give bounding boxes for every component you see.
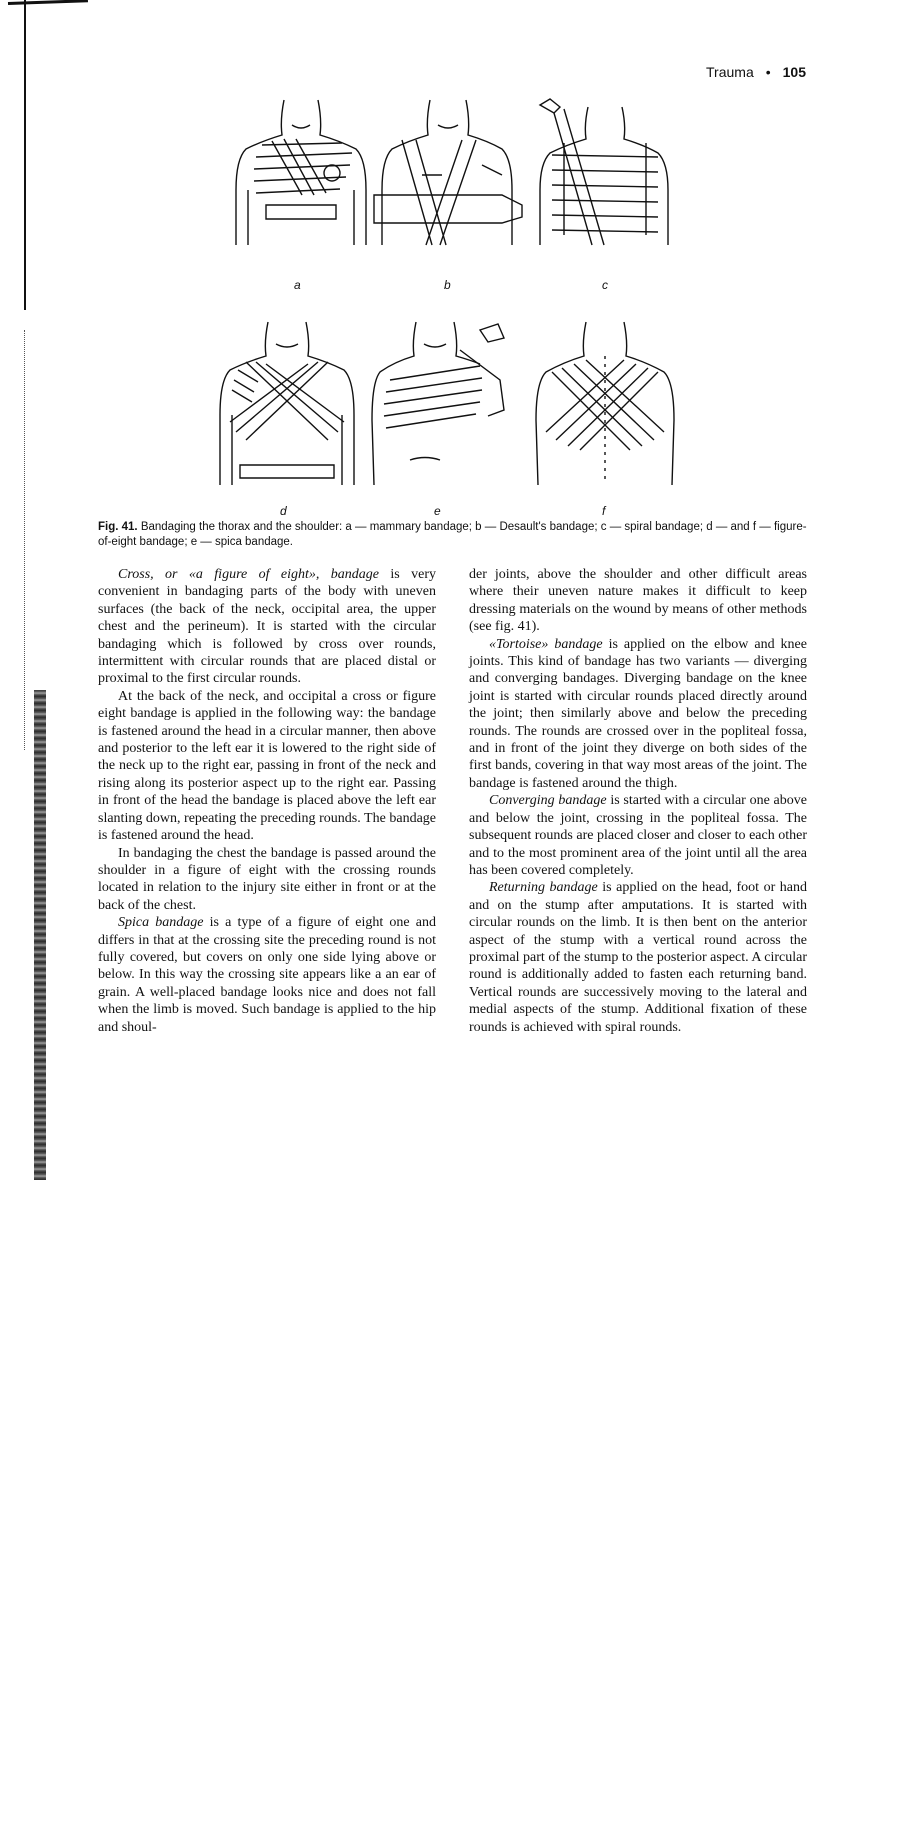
- paragraph-lead: «Tortoise» bandage: [489, 636, 603, 652]
- section-title: Trauma: [706, 64, 754, 80]
- scan-artifact-top: [8, 0, 88, 5]
- scan-artifact-dots: [24, 330, 27, 750]
- paragraph-text: is applied on the elbow and knee joints. This kind of bandage has two variants — diverging and converging bandages. Diverging bandage on the knee joint is started with circular rounds placed directly around the joint; then similarly above and below the preceding rounds. The rounds are crossed over in the popliteal fossa, and in front of the joint they diverge on both sides of the first bands, covering in that way most areas of the joint. The bandage is fastened around the thigh.: [469, 636, 807, 791]
- figure-e-spica-bandage: [370, 320, 508, 495]
- paragraph-lead: Returning bandage: [489, 880, 598, 896]
- paragraph-text: In bandaging the chest the bandage is passed around the shoulder in a figure of eight with the crossing rounds located in relation to the injury site either in front or at the back of the chest.: [98, 845, 436, 913]
- figure-a-mammary-bandage: [232, 95, 370, 260]
- paragraph-text: At the back of the neck, and occipital a cross or figure eight bandage is applied in the following way: the bandage is fastened around the head in a circular manner, then above and posterior to the left ear it is lowered to the right side of the neck up to the right ear, passing in front of the neck and rising along its posterior aspect up to the right ear. Passing in front of the head the bandage is placed above the left ear slanting down, repeating the preceding rounds. The bandage is fastened around the head.: [98, 688, 436, 844]
- paragraph-text: der joints, above the shoulder and other difficult areas where their uneven nature makes it difficult to keep dressing materials on the wound by means of other methods (see fig. 41).: [469, 567, 807, 635]
- paragraph: [469, 566, 807, 636]
- scan-artifact-edge: [34, 690, 46, 1180]
- text-column-left: [98, 566, 436, 1036]
- paragraph: [98, 914, 436, 1036]
- figure-label-b: b: [444, 278, 451, 292]
- paragraph-text: is started with a circular one above and below the joint, crossing in the popliteal fossa. The subsequent rounds are placed closer and closer to each other and to the most prominent area of the joint until all the area has been covered completely.: [469, 793, 807, 878]
- paragraph: [469, 879, 807, 1036]
- figure-d-figure-of-eight-bandage: [218, 320, 356, 495]
- paragraph: [469, 792, 807, 879]
- paragraph: [469, 636, 807, 793]
- figure-label-d: d: [280, 504, 287, 518]
- scan-artifact-line: [24, 0, 26, 310]
- figure-label-f: f: [602, 504, 606, 518]
- page-number: 105: [782, 64, 806, 80]
- header-bullet: •: [765, 64, 771, 80]
- paragraph-lead: Converging bandage: [489, 793, 607, 809]
- paragraph-text: is very convenient in bandaging parts of the body with uneven surfaces (the back of the neck, occipital area, the upper chest and the perineum). It is started with the circular bandaging which is followed by cross over rounds, intermittent with circular rounds that are placed distal or proximal to the first circular rounds.: [98, 567, 436, 687]
- figure-caption: [98, 520, 809, 550]
- figure-label-c: c: [602, 278, 608, 292]
- paragraph-text: is applied on the head, foot or hand and on the stump after amputations. It is started with circular rounds on the limb. It is then bent on the anterior aspect of the stump with a vertical round across the proximal part of the stump to the posterior aspect. A circular round is additionally added to fasten each returning band. Vertical rounds are successively moving to the lateral and medial aspects of the stump. Additional fixation of these rounds is achieved with spiral rounds.: [469, 880, 807, 1035]
- figure-label-e: e: [434, 504, 441, 518]
- paragraph-lead: Spica bandage: [118, 915, 204, 931]
- paragraph: [98, 688, 436, 845]
- running-head: [706, 64, 806, 80]
- paragraph-text: is a type of a figure of eight one and differs in that at the crossing site the preceding round is not fully covered, but covers on only one side lying above or below. In this way the crossing site appears like a an ear of grain. A well-placed bandage looks nice and does not fall when the limb is moved. Such bandage is applied to the hip and shoul-: [98, 915, 436, 1035]
- figure-number: Fig. 41.: [98, 521, 138, 533]
- figure-f-figure-of-eight-bandage-back: [530, 320, 680, 495]
- paragraph-lead: Cross, or «a figure of eight», bandage: [118, 567, 379, 582]
- paragraph: [98, 566, 436, 688]
- text-column-right: [469, 566, 807, 1036]
- figure-b-desault-bandage: [372, 95, 524, 260]
- figure-caption-text: Bandaging the thorax and the shoulder: a — mammary bandage; b — Desault's bandage; c — spiral bandage; d — and f — figure-of-eight bandage; e — spica bandage.: [98, 521, 807, 548]
- paragraph: [98, 845, 436, 915]
- figure-c-spiral-bandage: [530, 95, 680, 260]
- figure-label-a: a: [294, 278, 301, 292]
